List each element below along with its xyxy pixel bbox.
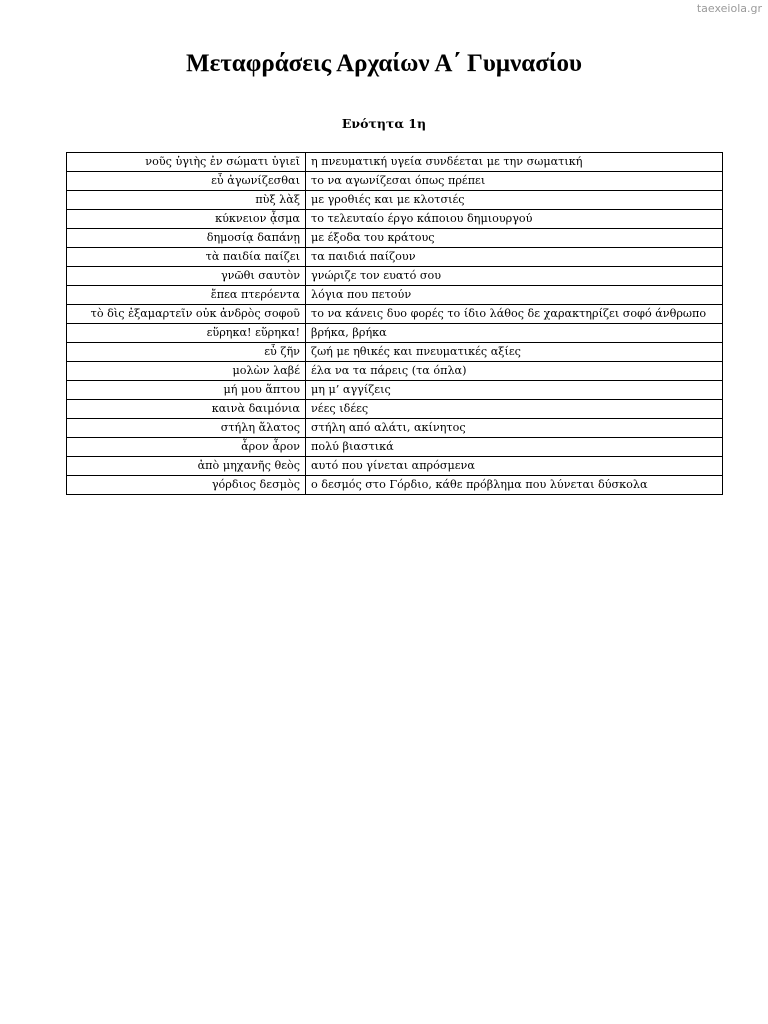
translation-table-body [67, 153, 723, 495]
table-row [67, 457, 723, 476]
translation-cell: βρήκα, βρήκα [306, 324, 723, 343]
translation-cell: το τελευταίο έργο κάποιου δημιουργού [306, 210, 723, 229]
translation-table [66, 152, 723, 495]
ancient-phrase-cell: τὸ δὶς ἐξαμαρτεῖν οὐκ ἀνδρὸς σοφοῦ [67, 305, 306, 324]
translation-cell: αυτό που γίνεται απρόσμενα [306, 457, 723, 476]
table-row [67, 286, 723, 305]
translation-cell: ζωή με ηθικές και πνευματικές αξίες [306, 343, 723, 362]
table-row [67, 400, 723, 419]
translation-cell: το να κάνεις δυο φορές το ίδιο λάθος δε χαρακτηρίζει σοφό άνθρωπο [306, 305, 723, 324]
table-row [67, 343, 723, 362]
ancient-phrase-cell: μή μου ἅπτου [67, 381, 306, 400]
table-row [67, 362, 723, 381]
ancient-phrase-cell: κύκνειον ᾆσμα [67, 210, 306, 229]
translation-cell: γνώριζε τον ευατό σου [306, 267, 723, 286]
ancient-phrase-cell: στήλη ἅλατος [67, 419, 306, 438]
table-row [67, 172, 723, 191]
translation-cell: ο δεσμός στο Γόρδιο, κάθε πρόβλημα που λύνεται δύσκολα [306, 476, 723, 495]
ancient-phrase-cell: μολὼν λαβέ [67, 362, 306, 381]
table-row [67, 153, 723, 172]
table-row [67, 419, 723, 438]
table-row [67, 438, 723, 457]
table-row [67, 305, 723, 324]
translation-cell: στήλη από αλάτι, ακίνητος [306, 419, 723, 438]
translation-cell: η πνευματική υγεία συνδέεται με την σωματική [306, 153, 723, 172]
translation-cell: τα παιδιά παίζουν [306, 248, 723, 267]
table-row [67, 229, 723, 248]
table-row [67, 381, 723, 400]
ancient-phrase-cell: εὖ ζῆν [67, 343, 306, 362]
translation-cell: λόγια που πετούν [306, 286, 723, 305]
watermark: taexeiola.gr [696, 2, 762, 15]
ancient-phrase-cell: νοῦς ὑγιὴς ἐν σώματι ὑγιεῖ [67, 153, 306, 172]
ancient-phrase-cell: γόρδιος δεσμὸς [67, 476, 306, 495]
translation-cell: πολύ βιαστικά [306, 438, 723, 457]
ancient-phrase-cell: εὕρηκα! εὕρηκα! [67, 324, 306, 343]
table-row [67, 267, 723, 286]
table-row [67, 210, 723, 229]
ancient-phrase-cell: καινὰ δαιμόνια [67, 400, 306, 419]
ancient-phrase-cell: γνῶθι σαυτὸν [67, 267, 306, 286]
translation-cell: νέες ιδέες [306, 400, 723, 419]
ancient-phrase-cell: πὺξ λὰξ [67, 191, 306, 210]
translation-cell: το να αγωνίζεσαι όπως πρέπει [306, 172, 723, 191]
ancient-phrase-cell: ἆρον ἆρον [67, 438, 306, 457]
translation-cell: μη μ’ αγγίζεις [306, 381, 723, 400]
table-row [67, 324, 723, 343]
table-row [67, 191, 723, 210]
ancient-phrase-cell: ἀπὸ μηχανῆς θεὸς [67, 457, 306, 476]
section-title: Ενότητα 1η [341, 116, 427, 131]
translation-cell: με έξοδα του κράτους [306, 229, 723, 248]
ancient-phrase-cell: εὖ ἀγωνίζεσθαι [67, 172, 306, 191]
table-row [67, 476, 723, 495]
ancient-phrase-cell: ἔπεα πτερόεντα [67, 286, 306, 305]
ancient-phrase-cell: τὰ παιδία παίζει [67, 248, 306, 267]
table-row [67, 248, 723, 267]
ancient-phrase-cell: δημοσίᾳ δαπάνῃ [67, 229, 306, 248]
translation-cell: με γροθιές και με κλοτσιές [306, 191, 723, 210]
translation-cell: έλα να τα πάρεις (τα όπλα) [306, 362, 723, 381]
page-title: Μεταφράσεις Αρχαίων Α΄ Γυμνασίου [185, 50, 583, 77]
